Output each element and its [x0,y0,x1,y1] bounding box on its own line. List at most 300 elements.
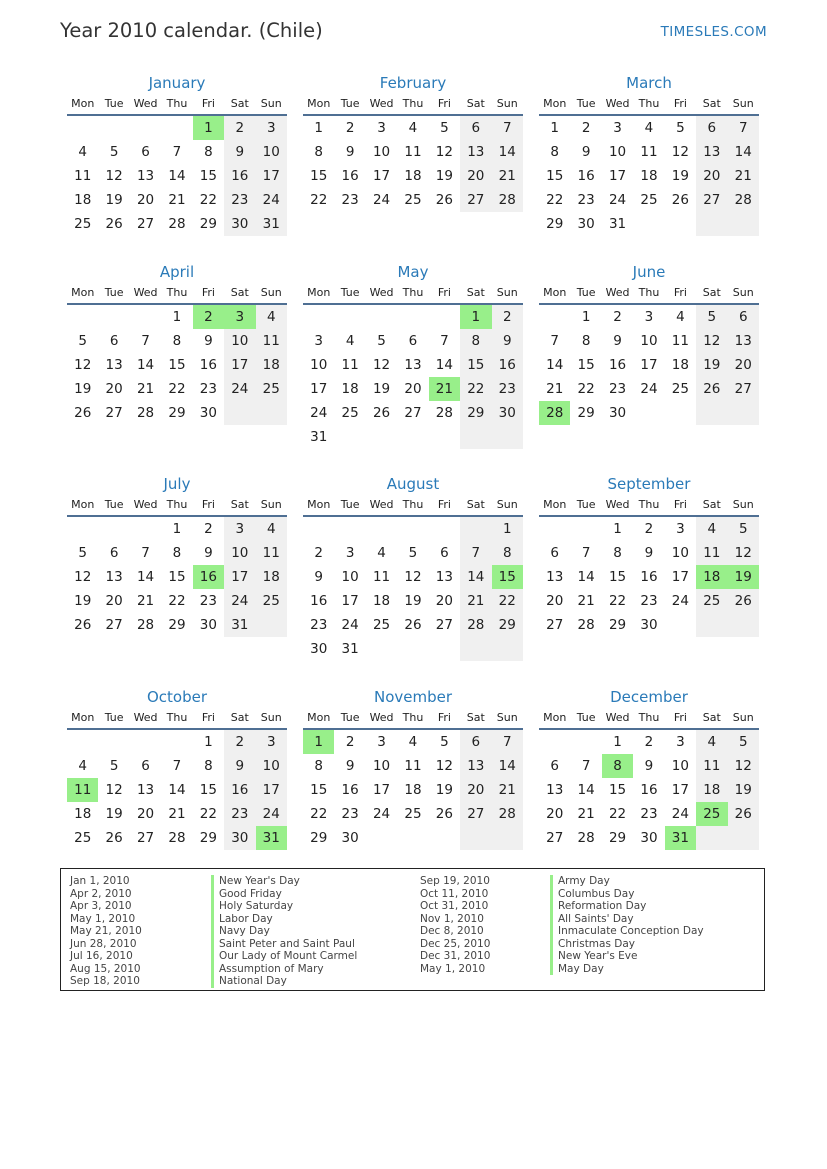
day-cell[interactable]: 15 [310,168,328,184]
day-cell[interactable]: 2 [345,734,355,750]
day-cell[interactable]: 11 [404,758,422,774]
day-cell[interactable]: 29 [546,216,564,232]
brand-logo[interactable]: TIMESLES.COM [660,24,767,40]
day-cell[interactable]: 15 [608,569,627,585]
day-cell[interactable]: 22 [310,806,328,822]
day-cell[interactable]: 28 [168,830,186,846]
day-cell[interactable]: 5 [728,517,759,541]
day-cell[interactable]: 3 [377,120,386,136]
day-cell[interactable]: 12 [74,569,92,585]
day-cell[interactable]: 15 [168,569,186,585]
day-cell[interactable]: 14 [460,565,491,589]
day-cell[interactable]: 17 [671,782,689,798]
day-cell[interactable]: 15 [310,782,328,798]
day-cell[interactable]: 22 [546,192,564,208]
day-cell[interactable]: 21 [168,192,186,208]
day-cell[interactable]: 9 [345,144,355,160]
day-cell[interactable]: 26 [404,617,422,633]
day-cell[interactable]: 13 [136,168,155,184]
day-cell[interactable]: 16 [640,782,658,798]
holiday-day-cell[interactable]: 31 [256,826,287,850]
day-cell[interactable]: 8 [172,333,182,349]
day-cell[interactable]: 19 [435,168,453,184]
day-cell[interactable]: 17 [224,353,255,377]
day-cell[interactable]: 6 [728,305,759,329]
day-cell[interactable]: 18 [74,806,92,822]
day-cell[interactable]: 25 [372,617,391,633]
day-cell[interactable]: 22 [608,806,627,822]
day-cell[interactable]: 30 [310,641,328,657]
day-cell[interactable]: 3 [377,734,386,750]
day-cell[interactable]: 1 [581,309,591,325]
day-cell[interactable]: 23 [224,802,255,826]
day-cell[interactable]: 29 [460,401,491,425]
day-cell[interactable]: 26 [728,802,759,826]
day-cell[interactable]: 1 [172,309,182,325]
holiday-day-cell[interactable]: 11 [67,778,98,802]
day-cell[interactable]: 5 [696,305,727,329]
day-cell[interactable]: 28 [136,617,155,633]
day-cell[interactable]: 4 [676,309,685,325]
holiday-day-cell[interactable]: 19 [728,565,759,589]
day-cell[interactable]: 2 [581,120,591,136]
day-cell[interactable]: 7 [440,333,449,349]
day-cell[interactable]: 17 [372,168,391,184]
day-cell[interactable]: 14 [492,754,523,778]
day-cell[interactable]: 26 [74,405,92,421]
day-cell[interactable]: 2 [204,521,213,537]
day-cell[interactable]: 1 [492,517,523,541]
day-cell[interactable]: 21 [577,806,595,822]
day-cell[interactable]: 20 [105,593,123,609]
day-cell[interactable]: 26 [696,377,727,401]
day-cell[interactable]: 20 [136,192,155,208]
day-cell[interactable]: 3 [345,545,355,561]
day-cell[interactable]: 12 [74,357,92,373]
day-cell[interactable]: 19 [435,782,453,798]
day-cell[interactable]: 5 [377,333,386,349]
day-cell[interactable]: 16 [224,778,255,802]
day-cell[interactable]: 24 [671,593,689,609]
day-cell[interactable]: 4 [696,730,727,754]
day-cell[interactable]: 6 [550,758,559,774]
day-cell[interactable]: 15 [608,782,627,798]
day-cell[interactable]: 29 [577,405,595,421]
holiday-day-cell[interactable]: 16 [193,565,224,589]
day-cell[interactable]: 12 [435,144,453,160]
day-cell[interactable]: 15 [168,357,186,373]
day-cell[interactable]: 21 [546,381,564,397]
day-cell[interactable]: 17 [341,593,359,609]
day-cell[interactable]: 20 [105,381,123,397]
day-cell[interactable]: 4 [377,545,386,561]
day-cell[interactable]: 13 [460,140,491,164]
day-cell[interactable]: 9 [613,333,622,349]
holiday-day-cell[interactable]: 1 [193,116,224,140]
holiday-day-cell[interactable]: 21 [429,377,460,401]
day-cell[interactable]: 2 [345,120,355,136]
day-cell[interactable]: 24 [608,192,627,208]
day-cell[interactable]: 31 [224,613,255,637]
day-cell[interactable]: 2 [492,305,523,329]
day-cell[interactable]: 25 [341,405,359,421]
day-cell[interactable]: 21 [728,164,759,188]
day-cell[interactable]: 28 [136,405,155,421]
day-cell[interactable]: 5 [440,120,449,136]
day-cell[interactable]: 18 [404,168,422,184]
day-cell[interactable]: 27 [546,830,564,846]
day-cell[interactable]: 31 [341,641,359,657]
day-cell[interactable]: 20 [546,593,564,609]
day-cell[interactable]: 5 [728,730,759,754]
day-cell[interactable]: 11 [671,333,689,349]
day-cell[interactable]: 17 [608,168,627,184]
day-cell[interactable]: 28 [492,188,523,212]
day-cell[interactable]: 25 [671,381,689,397]
day-cell[interactable]: 7 [581,758,591,774]
day-cell[interactable]: 22 [608,593,627,609]
day-cell[interactable]: 19 [372,381,391,397]
day-cell[interactable]: 18 [256,353,287,377]
day-cell[interactable]: 28 [577,617,595,633]
day-cell[interactable]: 27 [460,188,491,212]
day-cell[interactable]: 11 [696,754,727,778]
day-cell[interactable]: 28 [577,830,595,846]
day-cell[interactable]: 4 [78,758,87,774]
day-cell[interactable]: 19 [671,168,689,184]
day-cell[interactable]: 14 [492,140,523,164]
day-cell[interactable]: 13 [404,357,422,373]
day-cell[interactable]: 27 [136,830,155,846]
day-cell[interactable]: 24 [341,617,359,633]
day-cell[interactable]: 27 [105,617,123,633]
day-cell[interactable]: 2 [644,734,654,750]
day-cell[interactable]: 15 [460,353,491,377]
day-cell[interactable]: 18 [696,778,727,802]
day-cell[interactable]: 6 [109,333,119,349]
day-cell[interactable]: 30 [224,826,255,850]
day-cell[interactable]: 26 [435,192,453,208]
day-cell[interactable]: 10 [640,333,658,349]
day-cell[interactable]: 18 [256,565,287,589]
day-cell[interactable]: 9 [204,333,213,349]
day-cell[interactable]: 18 [671,357,689,373]
holiday-day-cell[interactable]: 31 [665,826,696,850]
day-cell[interactable]: 7 [141,545,150,561]
day-cell[interactable]: 2 [224,730,255,754]
day-cell[interactable]: 25 [696,589,727,613]
day-cell[interactable]: 29 [492,613,523,637]
day-cell[interactable]: 21 [492,164,523,188]
day-cell[interactable]: 26 [105,216,123,232]
day-cell[interactable]: 10 [256,754,287,778]
day-cell[interactable]: 29 [608,830,627,846]
day-cell[interactable]: 14 [136,569,155,585]
day-cell[interactable]: 30 [577,216,595,232]
day-cell[interactable]: 11 [372,569,391,585]
day-cell[interactable]: 21 [136,593,155,609]
day-cell[interactable]: 23 [199,593,217,609]
day-cell[interactable]: 27 [435,617,453,633]
day-cell[interactable]: 2 [644,521,654,537]
day-cell[interactable]: 26 [728,589,759,613]
day-cell[interactable]: 14 [168,168,186,184]
day-cell[interactable]: 19 [404,593,422,609]
day-cell[interactable]: 6 [460,116,491,140]
day-cell[interactable]: 18 [341,381,359,397]
day-cell[interactable]: 20 [546,806,564,822]
day-cell[interactable]: 25 [404,806,422,822]
holiday-day-cell[interactable]: 8 [602,754,633,778]
day-cell[interactable]: 15 [199,168,217,184]
day-cell[interactable]: 20 [460,778,491,802]
day-cell[interactable]: 18 [404,782,422,798]
day-cell[interactable]: 22 [168,381,186,397]
day-cell[interactable]: 4 [345,333,355,349]
day-cell[interactable]: 30 [199,617,217,633]
day-cell[interactable]: 30 [492,401,523,425]
day-cell[interactable]: 12 [671,144,689,160]
day-cell[interactable]: 23 [640,593,658,609]
day-cell[interactable]: 17 [372,782,391,798]
day-cell[interactable]: 12 [728,754,759,778]
day-cell[interactable]: 12 [435,758,453,774]
day-cell[interactable]: 5 [676,120,685,136]
day-cell[interactable]: 20 [136,806,155,822]
day-cell[interactable]: 7 [172,758,182,774]
day-cell[interactable]: 4 [256,305,287,329]
day-cell[interactable]: 27 [460,802,491,826]
day-cell[interactable]: 27 [546,617,564,633]
day-cell[interactable]: 1 [550,120,559,136]
day-cell[interactable]: 21 [460,589,491,613]
day-cell[interactable]: 7 [460,541,491,565]
day-cell[interactable]: 15 [577,357,595,373]
day-cell[interactable]: 9 [314,569,323,585]
day-cell[interactable]: 23 [341,806,359,822]
day-cell[interactable]: 16 [341,168,359,184]
day-cell[interactable]: 19 [728,778,759,802]
day-cell[interactable]: 7 [172,144,182,160]
day-cell[interactable]: 8 [550,144,559,160]
day-cell[interactable]: 23 [224,188,255,212]
day-cell[interactable]: 11 [404,144,422,160]
day-cell[interactable]: 28 [435,405,453,421]
day-cell[interactable]: 11 [256,329,287,353]
day-cell[interactable]: 10 [372,758,391,774]
day-cell[interactable]: 10 [224,329,255,353]
day-cell[interactable]: 13 [460,754,491,778]
day-cell[interactable]: 14 [136,357,155,373]
day-cell[interactable]: 8 [581,333,591,349]
day-cell[interactable]: 10 [608,144,627,160]
day-cell[interactable]: 19 [105,806,123,822]
day-cell[interactable]: 22 [492,589,523,613]
day-cell[interactable]: 7 [728,116,759,140]
day-cell[interactable]: 4 [696,517,727,541]
day-cell[interactable]: 16 [577,168,595,184]
holiday-day-cell[interactable]: 3 [224,305,255,329]
day-cell[interactable]: 27 [136,216,155,232]
day-cell[interactable]: 3 [224,517,255,541]
day-cell[interactable]: 9 [644,545,654,561]
day-cell[interactable]: 1 [172,521,182,537]
day-cell[interactable]: 28 [492,802,523,826]
day-cell[interactable]: 10 [671,545,689,561]
day-cell[interactable]: 4 [408,120,418,136]
day-cell[interactable]: 24 [372,806,391,822]
day-cell[interactable]: 21 [168,806,186,822]
day-cell[interactable]: 22 [199,192,217,208]
day-cell[interactable]: 5 [408,545,418,561]
day-cell[interactable]: 30 [224,212,255,236]
day-cell[interactable]: 31 [310,429,328,445]
day-cell[interactable]: 19 [74,381,92,397]
day-cell[interactable]: 22 [199,806,217,822]
day-cell[interactable]: 8 [613,545,622,561]
day-cell[interactable]: 5 [109,758,119,774]
day-cell[interactable]: 15 [199,782,217,798]
day-cell[interactable]: 27 [105,405,123,421]
day-cell[interactable]: 18 [372,593,391,609]
day-cell[interactable]: 13 [546,569,564,585]
day-cell[interactable]: 19 [105,192,123,208]
day-cell[interactable]: 13 [435,569,453,585]
day-cell[interactable]: 12 [696,329,727,353]
day-cell[interactable]: 10 [224,541,255,565]
day-cell[interactable]: 20 [460,164,491,188]
day-cell[interactable]: 15 [546,168,564,184]
day-cell[interactable]: 4 [256,517,287,541]
day-cell[interactable]: 20 [696,164,727,188]
day-cell[interactable]: 18 [640,168,658,184]
day-cell[interactable]: 23 [492,377,523,401]
day-cell[interactable]: 2 [314,545,323,561]
day-cell[interactable]: 25 [404,192,422,208]
day-cell[interactable]: 1 [204,734,213,750]
holiday-day-cell[interactable]: 15 [492,565,523,589]
day-cell[interactable]: 7 [492,116,523,140]
day-cell[interactable]: 23 [199,381,217,397]
day-cell[interactable]: 17 [224,565,255,589]
day-cell[interactable]: 1 [613,734,622,750]
holiday-day-cell[interactable]: 2 [193,305,224,329]
day-cell[interactable]: 17 [256,778,287,802]
day-cell[interactable]: 25 [640,192,658,208]
day-cell[interactable]: 9 [224,754,255,778]
day-cell[interactable]: 8 [314,144,323,160]
day-cell[interactable]: 23 [608,381,627,397]
day-cell[interactable]: 6 [440,545,449,561]
day-cell[interactable]: 3 [676,521,685,537]
day-cell[interactable]: 9 [224,140,255,164]
day-cell[interactable]: 13 [728,329,759,353]
day-cell[interactable]: 27 [728,377,759,401]
day-cell[interactable]: 9 [581,144,591,160]
day-cell[interactable]: 31 [256,212,287,236]
day-cell[interactable]: 22 [168,593,186,609]
day-cell[interactable]: 14 [577,782,595,798]
day-cell[interactable]: 8 [492,541,523,565]
day-cell[interactable]: 14 [546,357,564,373]
holiday-day-cell[interactable]: 1 [303,730,334,754]
day-cell[interactable]: 12 [105,782,123,798]
day-cell[interactable]: 13 [105,357,123,373]
day-cell[interactable]: 30 [199,405,217,421]
day-cell[interactable]: 26 [671,192,689,208]
day-cell[interactable]: 8 [314,758,323,774]
day-cell[interactable]: 3 [644,309,654,325]
day-cell[interactable]: 24 [224,589,255,613]
day-cell[interactable]: 14 [435,357,453,373]
day-cell[interactable]: 13 [546,782,564,798]
day-cell[interactable]: 29 [310,830,328,846]
day-cell[interactable]: 28 [168,216,186,232]
day-cell[interactable]: 3 [256,730,287,754]
day-cell[interactable]: 8 [204,758,213,774]
day-cell[interactable]: 6 [550,545,559,561]
day-cell[interactable]: 8 [460,329,491,353]
day-cell[interactable]: 12 [404,569,422,585]
day-cell[interactable]: 30 [640,617,658,633]
day-cell[interactable]: 13 [136,782,155,798]
day-cell[interactable]: 22 [310,192,328,208]
day-cell[interactable]: 26 [74,617,92,633]
day-cell[interactable]: 6 [141,758,150,774]
day-cell[interactable]: 3 [676,734,685,750]
day-cell[interactable]: 11 [696,541,727,565]
day-cell[interactable]: 14 [168,782,186,798]
day-cell[interactable]: 28 [460,613,491,637]
day-cell[interactable]: 6 [141,144,150,160]
day-cell[interactable]: 8 [204,144,213,160]
day-cell[interactable]: 9 [204,545,213,561]
day-cell[interactable]: 31 [608,216,627,232]
holiday-day-cell[interactable]: 28 [539,401,570,425]
day-cell[interactable]: 16 [341,782,359,798]
day-cell[interactable]: 25 [256,589,287,613]
day-cell[interactable]: 24 [671,806,689,822]
day-cell[interactable]: 21 [492,778,523,802]
day-cell[interactable]: 24 [310,405,328,421]
day-cell[interactable]: 30 [640,830,658,846]
day-cell[interactable]: 3 [314,333,323,349]
day-cell[interactable]: 4 [408,734,418,750]
day-cell[interactable]: 7 [581,545,591,561]
holiday-day-cell[interactable]: 25 [696,802,727,826]
day-cell[interactable]: 25 [74,830,92,846]
day-cell[interactable]: 23 [341,192,359,208]
day-cell[interactable]: 24 [256,802,287,826]
day-cell[interactable]: 11 [256,541,287,565]
day-cell[interactable]: 9 [492,329,523,353]
day-cell[interactable]: 5 [78,545,87,561]
day-cell[interactable]: 26 [372,405,391,421]
day-cell[interactable]: 27 [696,188,727,212]
day-cell[interactable]: 14 [728,140,759,164]
day-cell[interactable]: 17 [671,569,689,585]
day-cell[interactable]: 20 [435,593,453,609]
holiday-day-cell[interactable]: 1 [460,305,491,329]
day-cell[interactable]: 29 [608,617,627,633]
day-cell[interactable]: 1 [314,120,323,136]
day-cell[interactable]: 24 [224,377,255,401]
day-cell[interactable]: 7 [492,730,523,754]
day-cell[interactable]: 6 [460,730,491,754]
day-cell[interactable]: 10 [671,758,689,774]
day-cell[interactable]: 6 [696,116,727,140]
day-cell[interactable]: 27 [404,405,422,421]
